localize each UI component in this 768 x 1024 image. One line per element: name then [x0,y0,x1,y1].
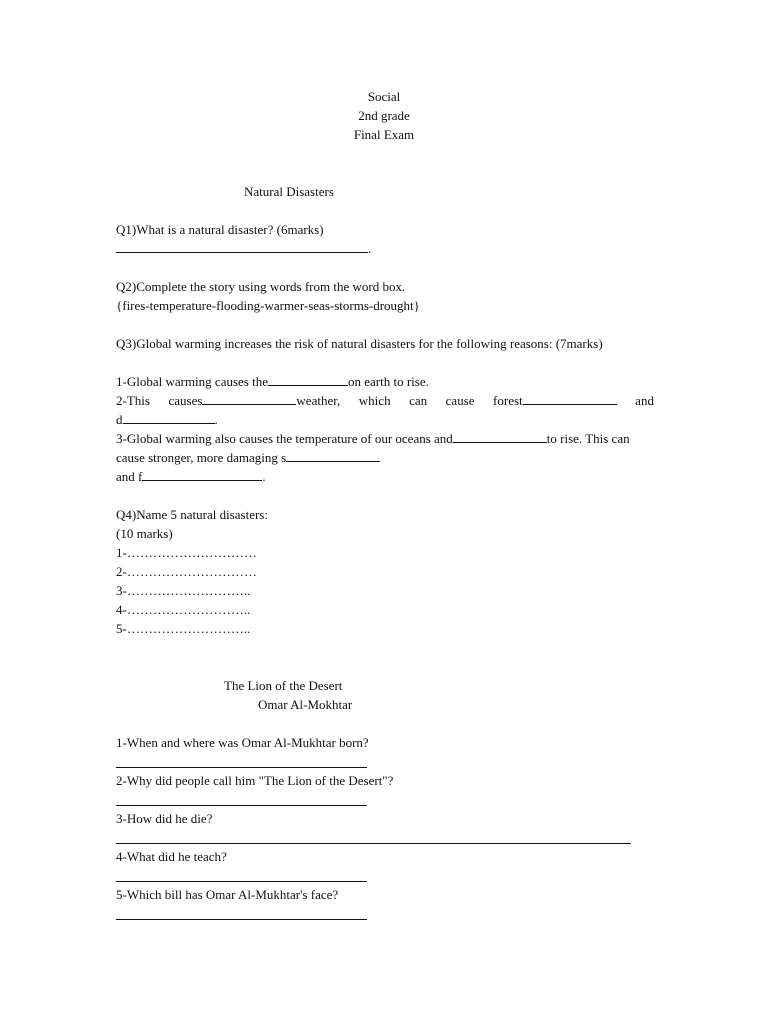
blank-storms[interactable] [286,449,380,462]
story-sentence-2: 2-This causes weather, which can cause forest and [116,393,654,408]
story-sentence-3-end: and f . [116,469,266,484]
answer-item[interactable]: 5-……………………….. [116,621,251,636]
reading-question: 3-How did he die? [116,811,213,826]
grade-heading: 2nd grade [358,108,410,123]
blank-seas[interactable] [453,430,547,443]
section-title-natural-disasters: Natural Disasters [244,184,334,199]
blank-flooding[interactable] [142,468,262,481]
answer-line[interactable] [116,843,631,844]
word-box: {fires-temperature-flooding-warmer-seas-storms-drought} [116,298,420,313]
answer-item[interactable]: 1-………………………… [116,545,257,560]
blank-fires[interactable] [523,392,617,405]
question-3: Q3)Global warming increases the risk of natural disasters for the following reasons: (7marks) [116,336,603,351]
answer-line[interactable] [116,881,367,882]
answer-line[interactable] [116,919,367,920]
subject-heading: Social [367,89,401,104]
answer-item[interactable]: 3-……………………….. [116,583,251,598]
answer-line[interactable] [116,767,367,768]
exam-heading: Final Exam [353,127,415,142]
story-sentence-1: 1-Global warming causes the on earth to rise. [116,374,429,389]
reading-question: 5-Which bill has Omar Al-Mukhtar's face? [116,887,339,902]
reading-question: 4-What did he teach? [116,849,227,864]
question-2: Q2)Complete the story using words from the word box. [116,279,406,294]
answer-line-q1[interactable]: . [116,240,371,258]
story-sentence-3: 3-Global warming also causes the temperature of our oceans and to rise. This can [116,431,630,446]
question-4: Q4)Name 5 natural disasters: [116,507,268,522]
blank-warmer[interactable] [202,392,296,405]
question-1: Q1)What is a natural disaster? (6marks) [116,222,324,237]
story-sentence-3-cont: cause stronger, more damaging s [116,449,380,467]
answer-item[interactable]: 4-……………………….. [116,602,251,617]
question-4-marks: (10 marks) [116,526,173,541]
answer-item[interactable]: 2-………………………… [116,564,257,579]
section-subtitle: Omar Al-Mokhtar [258,697,353,712]
answer-line[interactable] [116,805,367,806]
story-sentence-2-cont: d . [116,412,218,427]
blank-drought[interactable] [123,411,215,424]
reading-question: 1-When and where was Omar Al-Mukhtar born? [116,735,369,750]
blank-temperature[interactable] [268,373,348,386]
reading-question: 2-Why did people call him "The Lion of the Desert"? [116,773,394,788]
section-title-lion-of-desert: The Lion of the Desert [224,678,343,693]
